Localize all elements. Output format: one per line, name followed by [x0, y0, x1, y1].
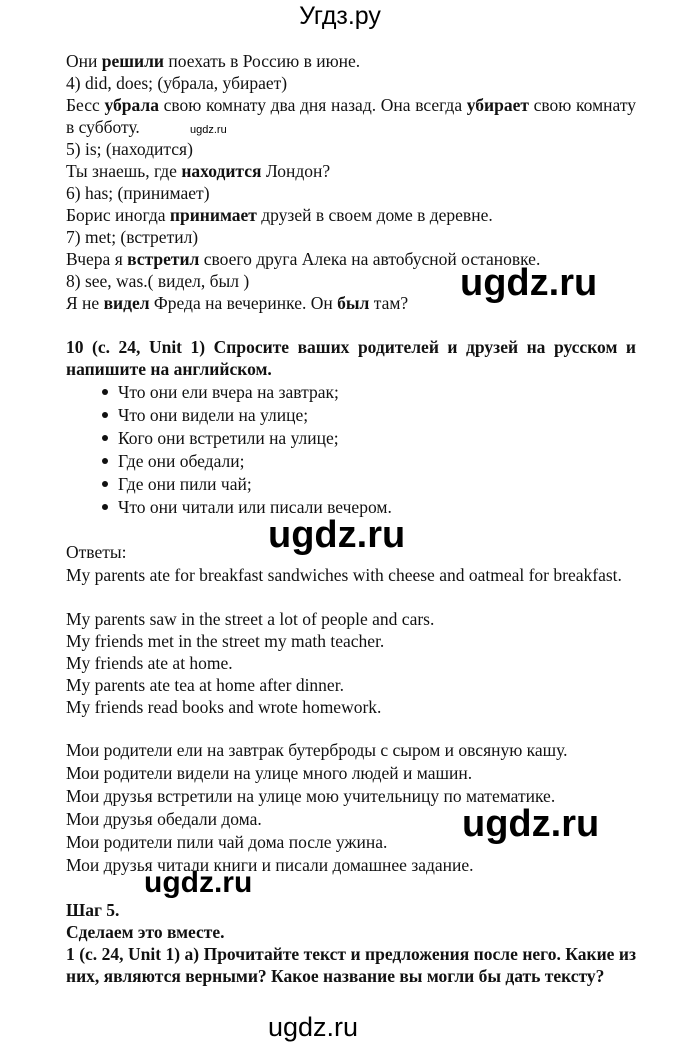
bullet-item: Где они обедали;	[118, 451, 245, 471]
sentence-line	[66, 50, 360, 72]
bold-word: принимает	[169, 205, 257, 225]
answer-key-line: 6) has; (принимает)	[66, 183, 210, 203]
site-title[interactable]: Угдз.ру	[299, 2, 381, 30]
exercise-heading: 10 (с. 24, Unit 1) Спросите ваших родителей и друзей на русском и напишите на английском.	[66, 337, 636, 379]
bold-word: видел	[103, 293, 150, 313]
watermark: ugdz.ru	[460, 262, 598, 304]
text-run: свою комнату два дня назад. Она всегда	[158, 95, 467, 115]
english-answer: My friends ate at home.	[66, 653, 233, 673]
bold-word: решили	[101, 51, 165, 71]
answer-key-line: 7) met; (встретил)	[66, 227, 199, 247]
text-run: Я не	[66, 293, 104, 313]
answer-key-line: 8) see, was.( видел, был )	[66, 271, 250, 291]
text-run: Вчера я	[66, 249, 128, 269]
answers-label: Ответы:	[66, 542, 127, 562]
task-heading: 1 (с. 24, Unit 1) а) Прочитайте текст и предложения после него. Какие из них, являются верными? Какое название вы могли бы дать тексту?	[66, 944, 636, 986]
bullet-item: Что они ели вчера на завтрак;	[118, 382, 339, 402]
russian-answer: Мои родители видели на улице много людей и машин.	[66, 763, 473, 783]
russian-answer: Мои друзья встретили на улице мою учительницу по математике.	[66, 786, 556, 806]
text-run: Они	[66, 51, 102, 71]
text-run: Борис иногда	[66, 205, 170, 225]
english-answer: My parents saw in the street a lot of people and cars.	[66, 609, 435, 629]
text-run: Лондон?	[261, 161, 331, 181]
text-run: Бесс	[66, 95, 105, 115]
sentence-paragraph	[66, 94, 636, 138]
answer-key-line: 4) did, does; (убрала, убирает)	[66, 73, 288, 93]
russian-answer: Мои родители пили чай дома после ужина.	[66, 832, 388, 852]
text-run: поехать в Россию в июне.	[164, 51, 361, 71]
watermark: ugdz.ru	[268, 514, 406, 556]
bullet-item: Где они пили чай;	[118, 474, 252, 494]
russian-answer: Мои родители ели на завтрак бутерброды с сыром и овсяную кашу.	[66, 740, 568, 760]
watermark: ugdz.ru	[190, 124, 227, 136]
watermark: ugdz.ru	[268, 1012, 359, 1042]
watermark: ugdz.ru	[462, 803, 600, 845]
english-answer: My parents ate tea at home after dinner.	[66, 675, 344, 695]
text-run: своего друга Алека на автобусной остановке.	[199, 249, 541, 269]
bold-word: убирает	[466, 95, 529, 115]
watermark: ugdz.ru	[144, 866, 253, 899]
step-title: Шаг 5.	[66, 900, 120, 920]
text-run: Ты знаешь, где	[66, 161, 182, 181]
sentence-line	[66, 160, 330, 182]
bullet-item: Что они читали или писали вечером.	[118, 497, 392, 517]
english-answer: My parents ate for breakfast sandwiches with cheese and oatmeal for breakfast.	[66, 565, 622, 585]
bold-word: убрала	[104, 95, 159, 115]
english-answer: My friends read books and wrote homework.	[66, 697, 382, 717]
bold-word: встретил	[127, 249, 200, 269]
english-answer: My friends met in the street my math teacher.	[66, 631, 385, 651]
step-subtitle: Сделаем это вместе.	[66, 922, 225, 942]
text-run: Фреда на вечеринке. Он	[149, 293, 338, 313]
sentence-line	[66, 292, 408, 314]
bold-word: был	[337, 293, 370, 313]
russian-answer: Мои друзья обедали дома.	[66, 809, 262, 829]
bold-word: находится	[181, 161, 262, 181]
russian-answer: Мои друзья читали книги и писали домашнее задание.	[66, 855, 474, 875]
answer-key-line: 5) is; (находится)	[66, 139, 193, 159]
text-run: там?	[369, 293, 409, 313]
bullet-item: Что они видели на улице;	[118, 405, 309, 425]
bullet-item: Кого они встретили на улице;	[118, 428, 339, 448]
sentence-line	[66, 204, 493, 226]
text-run: свою комнату в субботу.	[66, 95, 636, 137]
text-run: друзей в своем доме в деревне.	[256, 205, 493, 225]
